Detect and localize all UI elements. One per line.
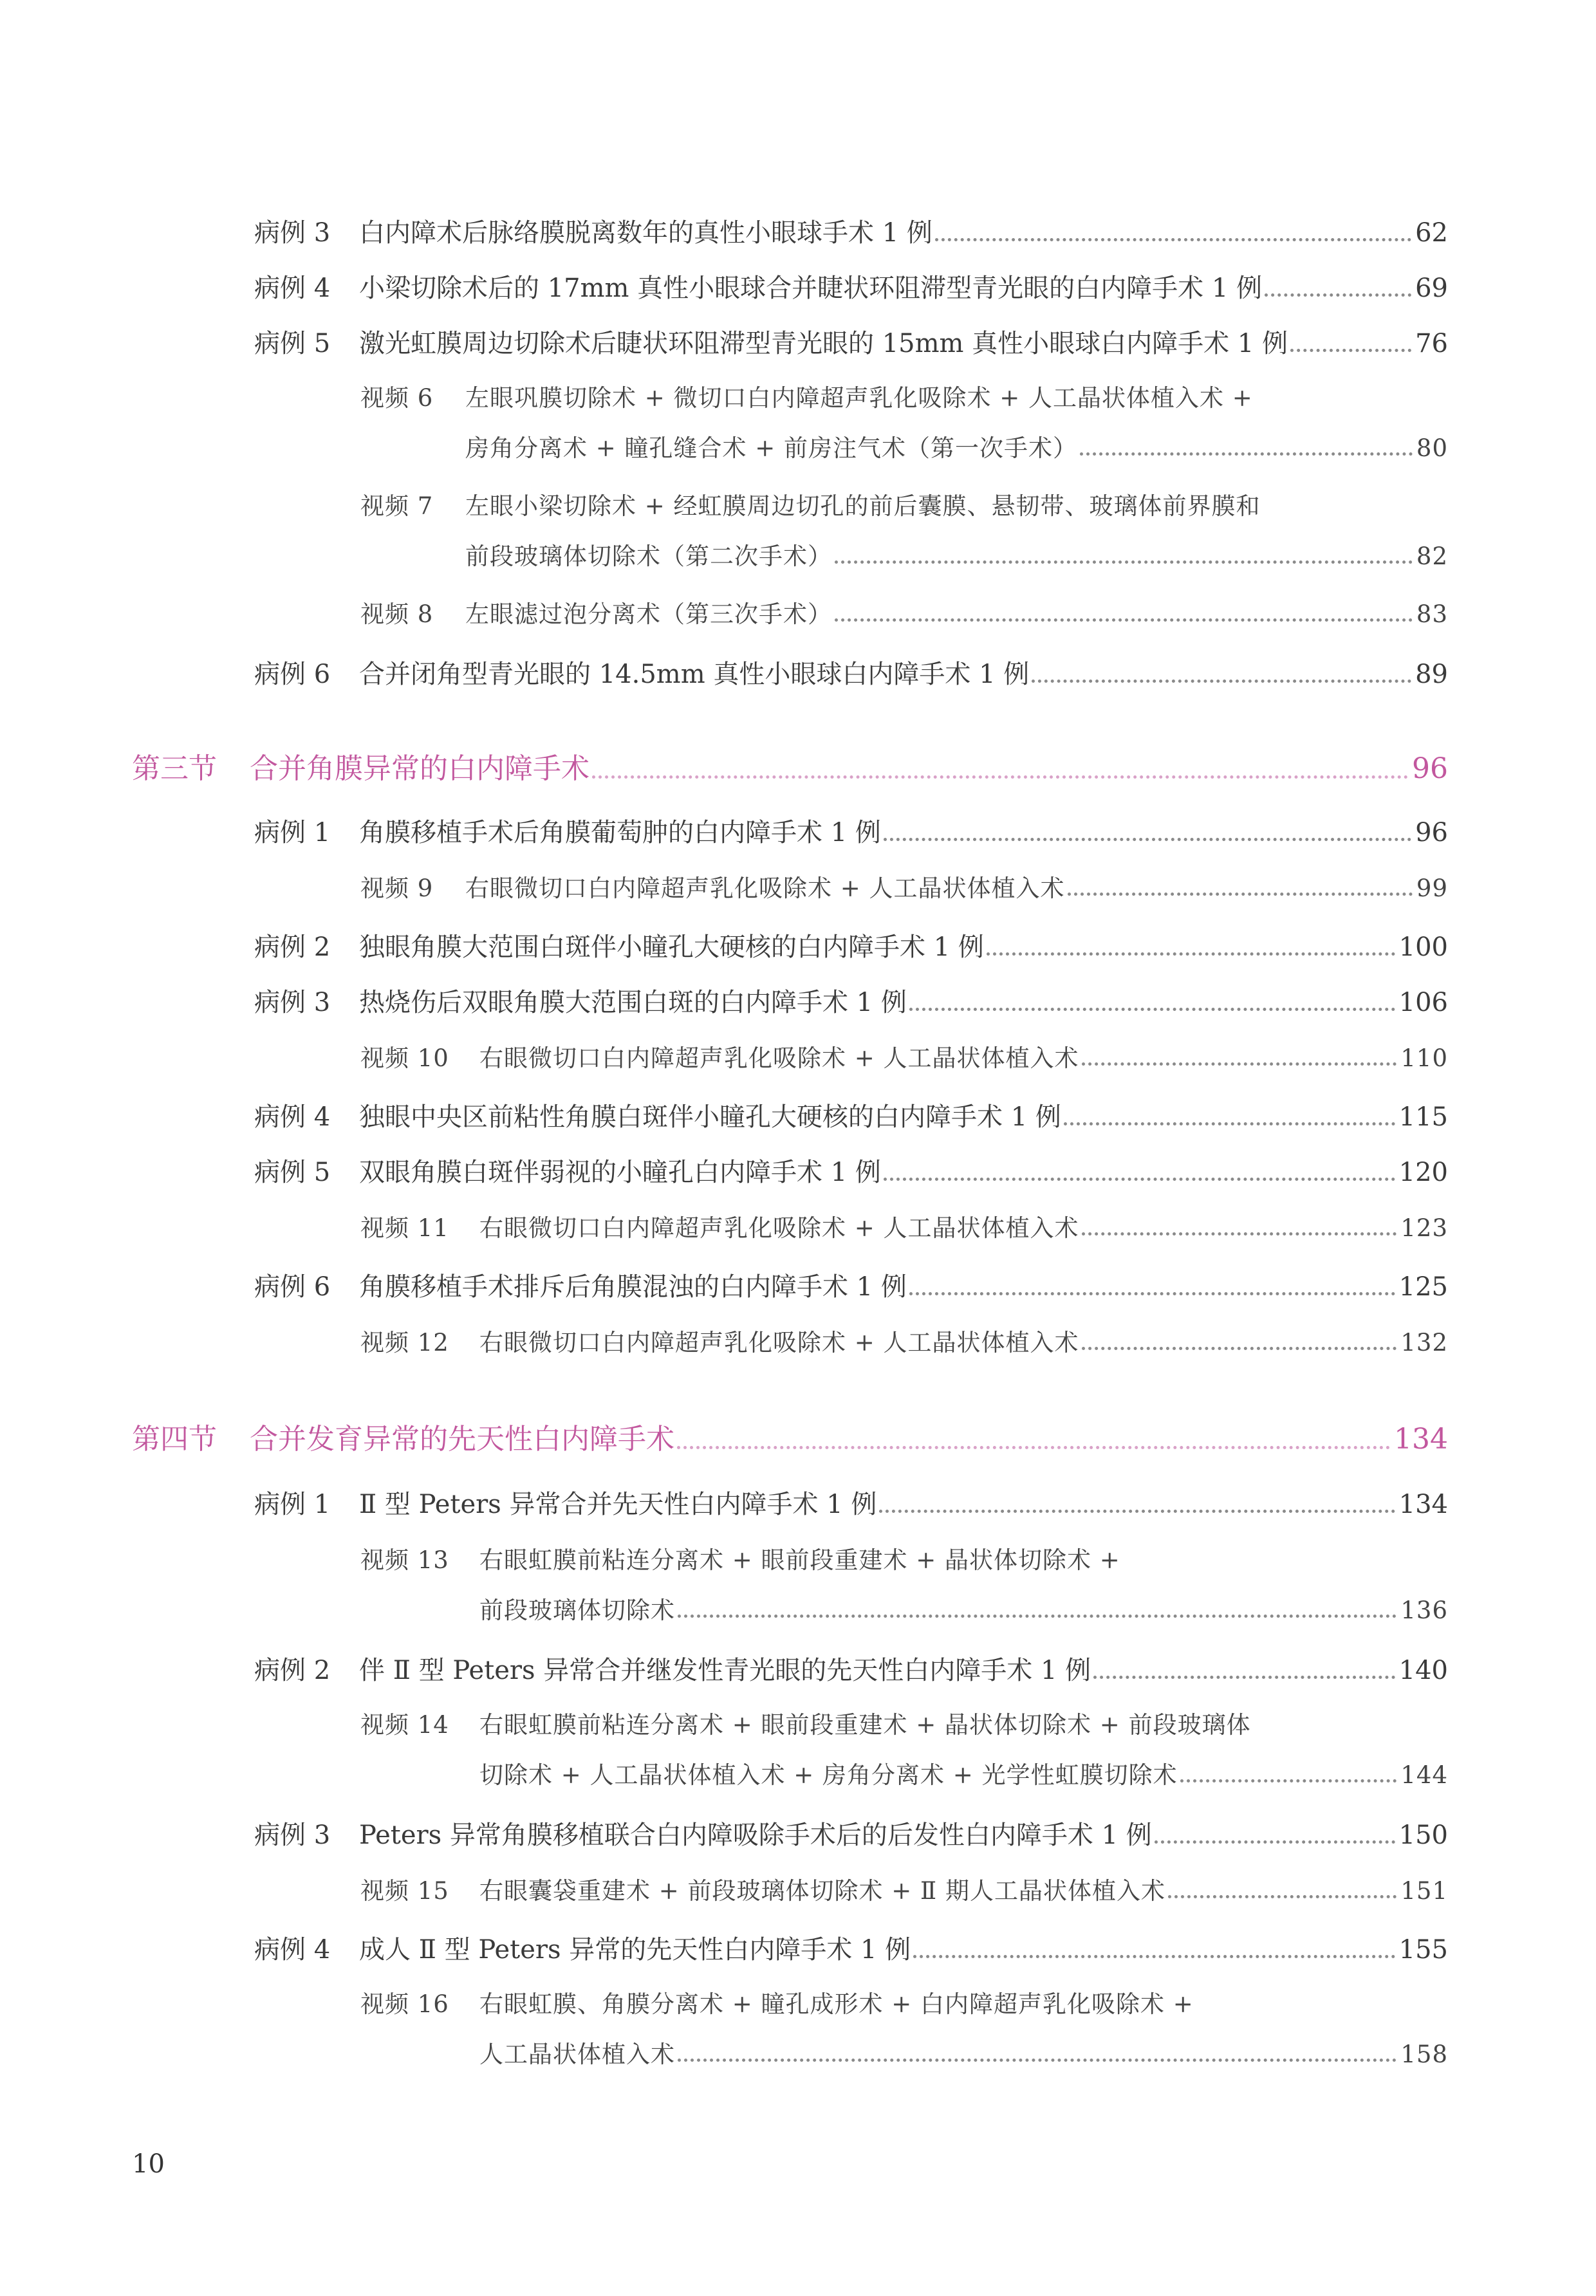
toc-case-entry[interactable] (254, 1266, 1448, 1303)
toc-video-entry[interactable] (360, 1039, 1448, 1073)
case-label: 病例 6 (254, 660, 331, 689)
page-ref: 158 (1400, 2041, 1448, 2068)
case-title: 双眼角膜白斑伴弱视的小瞳孔白内障手术 1 例 (359, 1158, 881, 1187)
leader-dots (884, 1178, 1395, 1181)
video-title-line2: 前段玻璃体切除术 (479, 1597, 675, 1624)
case-label: 病例 5 (254, 329, 331, 358)
case-title: Ⅱ 型 Peters 异常合并先天性白内障手术 1 例 (359, 1490, 877, 1519)
video-label: 视频 12 (360, 1329, 449, 1356)
leader-dots (1082, 1347, 1397, 1350)
leader-dots (678, 1615, 1396, 1618)
page-ref: 100 (1398, 932, 1448, 962)
toc-video-entry-cont[interactable] (479, 1591, 1448, 1625)
case-title: 伴 Ⅱ 型 Peters 异常合并继发性青光眼的先天性白内障手术 1 例 (359, 1656, 1091, 1685)
leader-dots (677, 1446, 1390, 1449)
leader-dots (678, 2059, 1396, 2062)
video-label: 视频 13 (360, 1546, 449, 1574)
video-label: 视频 10 (360, 1044, 449, 1072)
video-title-line2: 前段玻璃体切除术（第二次手术） (465, 542, 832, 570)
toc-case-entry[interactable] (254, 982, 1448, 1019)
toc-video-entry[interactable] (360, 1208, 1448, 1243)
video-label: 视频 16 (360, 1990, 449, 2018)
page-ref: 62 (1415, 218, 1448, 248)
video-title-line1: 右眼虹膜、角膜分离术 + 瞳孔成形术 + 白内障超声乳化吸除术 + (479, 1990, 1194, 2018)
case-title: 激光虹膜周边切除术后睫状环阻滞型青光眼的 15mm 真性小眼球白内障手术 1 例 (359, 329, 1288, 358)
toc-video-entry-cont[interactable] (479, 2035, 1448, 2069)
case-title: 合并闭角型青光眼的 14.5mm 真性小眼球白内障手术 1 例 (359, 660, 1030, 689)
leader-dots (909, 1292, 1395, 1295)
toc-case-entry[interactable] (254, 1929, 1448, 1966)
case-title: 独眼角膜大范围白斑伴小瞳孔大硬核的白内障手术 1 例 (359, 932, 984, 962)
toc-case-entry[interactable] (254, 1484, 1448, 1521)
video-label: 视频 6 (360, 384, 434, 412)
video-title: 右眼微切口白内障超声乳化吸除术 + 人工晶状体植入术 (465, 875, 1065, 902)
leader-dots (935, 238, 1411, 241)
page-ref: 140 (1398, 1656, 1448, 1685)
page-ref: 96 (1412, 752, 1448, 785)
leader-dots (987, 952, 1395, 956)
page-ref: 144 (1400, 1761, 1448, 1789)
toc-video-entry[interactable] (360, 378, 1448, 413)
toc-case-entry[interactable] (254, 323, 1448, 360)
case-label: 病例 4 (254, 1935, 331, 1965)
toc-video-entry[interactable] (360, 1871, 1448, 1906)
page-ref: 110 (1400, 1044, 1448, 1072)
toc-case-entry[interactable] (254, 927, 1448, 963)
video-label: 视频 14 (360, 1711, 449, 1739)
case-title: 白内障术后脉络膜脱离数年的真性小眼球手术 1 例 (359, 218, 933, 248)
leader-dots (835, 618, 1413, 622)
toc-video-entry-cont[interactable] (479, 1755, 1448, 1790)
leader-dots (913, 1955, 1395, 1958)
section-label: 第四节 (132, 1423, 217, 1456)
toc-video-entry[interactable] (360, 486, 1448, 521)
video-title: 右眼微切口白内障超声乳化吸除术 + 人工晶状体植入术 (479, 1214, 1079, 1242)
case-label: 病例 3 (254, 218, 331, 248)
page-number: 10 (132, 2149, 165, 2179)
page-ref: 134 (1398, 1490, 1448, 1519)
page-ref: 82 (1416, 542, 1448, 570)
page-ref: 83 (1416, 600, 1448, 628)
leader-dots (1180, 1779, 1397, 1782)
page-ref: 89 (1415, 660, 1448, 689)
video-label: 视频 11 (360, 1214, 449, 1242)
leader-dots (835, 560, 1413, 564)
case-label: 病例 2 (254, 932, 331, 962)
case-label: 病例 4 (254, 273, 331, 303)
leader-dots (1290, 349, 1411, 352)
leader-dots (909, 1008, 1395, 1011)
leader-dots (1082, 1232, 1397, 1236)
video-title-line2: 房角分离术 + 瞳孔缝合术 + 前房注气术（第一次手术） (465, 434, 1078, 462)
page-ref: 99 (1416, 875, 1448, 902)
page-ref: 106 (1398, 988, 1448, 1017)
video-label: 视频 8 (360, 600, 434, 628)
toc-case-entry[interactable] (254, 212, 1448, 249)
case-title: 热烧伤后双眼角膜大范围白斑的白内障手术 1 例 (359, 988, 907, 1017)
toc-video-entry[interactable] (360, 869, 1448, 903)
video-title: 右眼囊袋重建术 + 前段玻璃体切除术 + Ⅱ 期人工晶状体植入术 (479, 1877, 1165, 1905)
case-title: Peters 异常角膜移植联合白内障吸除手术后的后发性白内障手术 1 例 (359, 1820, 1152, 1850)
toc-video-entry-cont[interactable] (465, 429, 1448, 463)
video-label: 视频 7 (360, 492, 434, 520)
leader-dots (1068, 893, 1413, 896)
toc-case-entry[interactable] (254, 1152, 1448, 1189)
page-ref: 96 (1415, 818, 1448, 847)
video-title: 右眼微切口白内障超声乳化吸除术 + 人工晶状体植入术 (479, 1329, 1079, 1356)
leader-dots (592, 775, 1408, 779)
leader-dots (1032, 680, 1411, 683)
toc-case-entry[interactable] (254, 812, 1448, 849)
toc-case-entry[interactable] (254, 1815, 1448, 1851)
video-title-line1: 左眼小梁切除术 + 经虹膜周边切孔的前后囊膜、悬韧带、玻璃体前界膜和 (465, 492, 1261, 520)
case-title: 角膜移植手术后角膜葡萄肿的白内障手术 1 例 (359, 818, 881, 847)
case-title: 成人 Ⅱ 型 Peters 异常的先天性白内障手术 1 例 (359, 1935, 911, 1965)
video-title-line1: 右眼虹膜前粘连分离术 + 眼前段重建术 + 晶状体切除术 + 前段玻璃体 (479, 1711, 1251, 1739)
video-title: 左眼滤过泡分离术（第三次手术） (465, 600, 832, 628)
leader-dots (1080, 452, 1413, 456)
leader-dots (884, 838, 1411, 841)
section-label: 第三节 (132, 752, 217, 785)
toc-section-heading[interactable] (132, 745, 1448, 786)
toc-video-entry[interactable] (360, 1541, 1448, 1575)
page-ref: 134 (1394, 1423, 1448, 1456)
video-label: 视频 15 (360, 1877, 449, 1905)
page-ref: 136 (1400, 1597, 1448, 1624)
video-title: 右眼微切口白内障超声乳化吸除术 + 人工晶状体植入术 (479, 1044, 1079, 1072)
page-ref: 115 (1398, 1102, 1448, 1132)
leader-dots (1082, 1062, 1397, 1066)
toc-video-entry[interactable] (360, 1705, 1448, 1740)
video-title-line2: 切除术 + 人工晶状体植入术 + 房角分离术 + 光学性虹膜切除术 (479, 1761, 1178, 1789)
case-label: 病例 3 (254, 1820, 331, 1850)
leader-dots (1093, 1676, 1395, 1679)
leader-dots (1064, 1122, 1395, 1125)
section-title: 合并发育异常的先天性白内障手术 (250, 1423, 674, 1456)
toc-case-entry[interactable] (254, 1650, 1448, 1687)
case-label: 病例 4 (254, 1102, 331, 1132)
toc-case-entry[interactable] (254, 1097, 1448, 1133)
toc-video-entry[interactable] (360, 1985, 1448, 2019)
page-ref: 150 (1398, 1820, 1448, 1850)
leader-dots (1168, 1895, 1396, 1898)
video-title-line1: 左眼巩膜切除术 + 微切口白内障超声乳化吸除术 + 人工晶状体植入术 + (465, 384, 1253, 412)
toc-case-entry[interactable] (254, 654, 1448, 690)
toc-video-entry-cont[interactable] (465, 537, 1448, 571)
case-label: 病例 3 (254, 988, 331, 1017)
toc-video-entry[interactable] (360, 595, 1448, 629)
video-label: 视频 9 (360, 875, 434, 902)
case-label: 病例 1 (254, 1490, 331, 1519)
page-ref: 151 (1400, 1877, 1448, 1905)
leader-dots (1155, 1840, 1395, 1844)
toc-section-heading[interactable] (132, 1416, 1448, 1457)
toc-case-entry[interactable] (254, 268, 1448, 304)
case-title: 小梁切除术后的 17mm 真性小眼球合并睫状环阻滞型青光眼的白内障手术 1 例 (359, 273, 1263, 303)
page-ref: 80 (1416, 434, 1448, 462)
page-ref: 132 (1400, 1329, 1448, 1356)
page-ref: 69 (1415, 273, 1448, 303)
leader-dots (1265, 293, 1411, 297)
page-ref: 120 (1398, 1158, 1448, 1187)
page-ref: 123 (1400, 1214, 1448, 1242)
page-ref: 155 (1398, 1935, 1448, 1965)
case-title: 独眼中央区前粘性角膜白斑伴小瞳孔大硬核的白内障手术 1 例 (359, 1102, 1061, 1132)
page-ref: 125 (1398, 1272, 1448, 1302)
toc-video-entry[interactable] (360, 1323, 1448, 1358)
case-title: 角膜移植手术排斥后角膜混浊的白内障手术 1 例 (359, 1272, 907, 1302)
section-title: 合并角膜异常的白内障手术 (250, 752, 589, 785)
case-label: 病例 2 (254, 1656, 331, 1685)
video-title-line1: 右眼虹膜前粘连分离术 + 眼前段重建术 + 晶状体切除术 + (479, 1546, 1120, 1574)
page-ref: 76 (1415, 329, 1448, 358)
case-label: 病例 5 (254, 1158, 331, 1187)
video-title-line2: 人工晶状体植入术 (479, 2041, 675, 2068)
case-label: 病例 1 (254, 818, 331, 847)
case-label: 病例 6 (254, 1272, 331, 1302)
leader-dots (879, 1510, 1395, 1513)
